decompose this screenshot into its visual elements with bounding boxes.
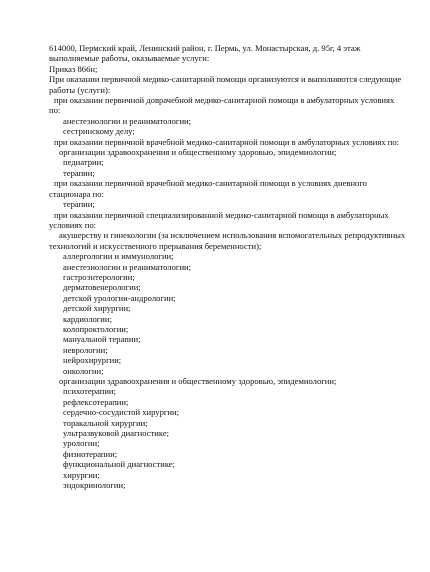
service-item: онкологии; <box>63 365 104 376</box>
section-prehospital-title-cont: по: <box>49 105 61 116</box>
service-item: терапии; <box>63 167 95 178</box>
service-item: урологии; <box>63 438 100 449</box>
section-primary-outpatient-title: при оказании первичной врачебной медико-санитарной помощи в амбулаторных условиях по: <box>54 136 400 147</box>
service-item: анестезиологии и реаниматологии; <box>63 115 192 126</box>
service-item: организации здравоохранения и общественному здоровью, эпидемиологии; <box>59 147 337 158</box>
service-item: сердечно-сосудистой хирургии; <box>63 407 180 418</box>
section-specialized-title-cont: условиях по: <box>49 219 97 230</box>
intro-line-2: работы (услуги): <box>49 84 111 95</box>
order-reference: Приказ 866н; <box>49 63 98 74</box>
service-item: терапии; <box>63 199 95 210</box>
intro-line-1: При оказании первичной медико-санитарной помощи организуются и выполняются следующие <box>49 74 402 85</box>
service-item: мануальной терапии; <box>63 334 141 345</box>
service-item: психотерапии; <box>63 386 116 397</box>
service-item: колопроктологии; <box>63 323 129 334</box>
service-item: акушерству и гинекологии (за исключением использования вспомогательных репродуктивных <box>59 230 406 241</box>
section-specialized-title: при оказании первичной специализированной медико-санитарной помощи в амбулаторных <box>54 209 389 220</box>
service-item: анестезиологии и реаниматологии; <box>63 261 192 272</box>
service-item: хирургии; <box>63 469 100 480</box>
license-text <box>49 43 406 491</box>
service-item: физиотерапии; <box>63 448 118 459</box>
section-day-hospital-title: при оказании первичной врачебной медико-санитарной помощи в условиях дневного <box>54 178 367 189</box>
service-item-cont: технологий и искусственного прерывания беременности); <box>49 240 262 251</box>
service-item: детской хирургии; <box>63 303 131 314</box>
service-item: нейрохирургии; <box>63 355 122 366</box>
service-item: рефлексотерапии; <box>63 396 129 407</box>
section-prehospital-title: при оказании первичной доврачебной медико-санитарной помощи в амбулаторных условиях <box>54 95 395 106</box>
service-item: аллергологии и иммунологии; <box>63 251 174 262</box>
service-item: педиатрии; <box>63 157 104 168</box>
service-item: кардиологии; <box>63 313 112 324</box>
works-services-heading: выполняемые работы, оказываемые услуги: <box>49 53 210 64</box>
service-item: ультразвуковой диагностике; <box>63 428 170 439</box>
service-item: торакальной хирургии; <box>63 417 148 428</box>
address-line: 614000, Пермский край, Ленинский район, г. Пермь, ул. Монастырская, д. 95г, 4 этаж <box>49 43 361 53</box>
service-item: функциональной диагностике; <box>63 459 176 470</box>
section-day-hospital-title-cont: стационара по: <box>49 188 104 199</box>
service-item: неврологии; <box>63 344 108 355</box>
service-item: детской урологии-андрологии; <box>63 292 176 303</box>
service-item: дерматовенерологии; <box>63 282 141 293</box>
service-item: эндокринологии; <box>63 480 126 491</box>
service-item: организации здравоохранения и общественному здоровью, эпидемиологии; <box>59 376 337 386</box>
service-item: сестринскому делу; <box>63 126 135 137</box>
service-item: гастроэнтерологии; <box>63 271 135 282</box>
